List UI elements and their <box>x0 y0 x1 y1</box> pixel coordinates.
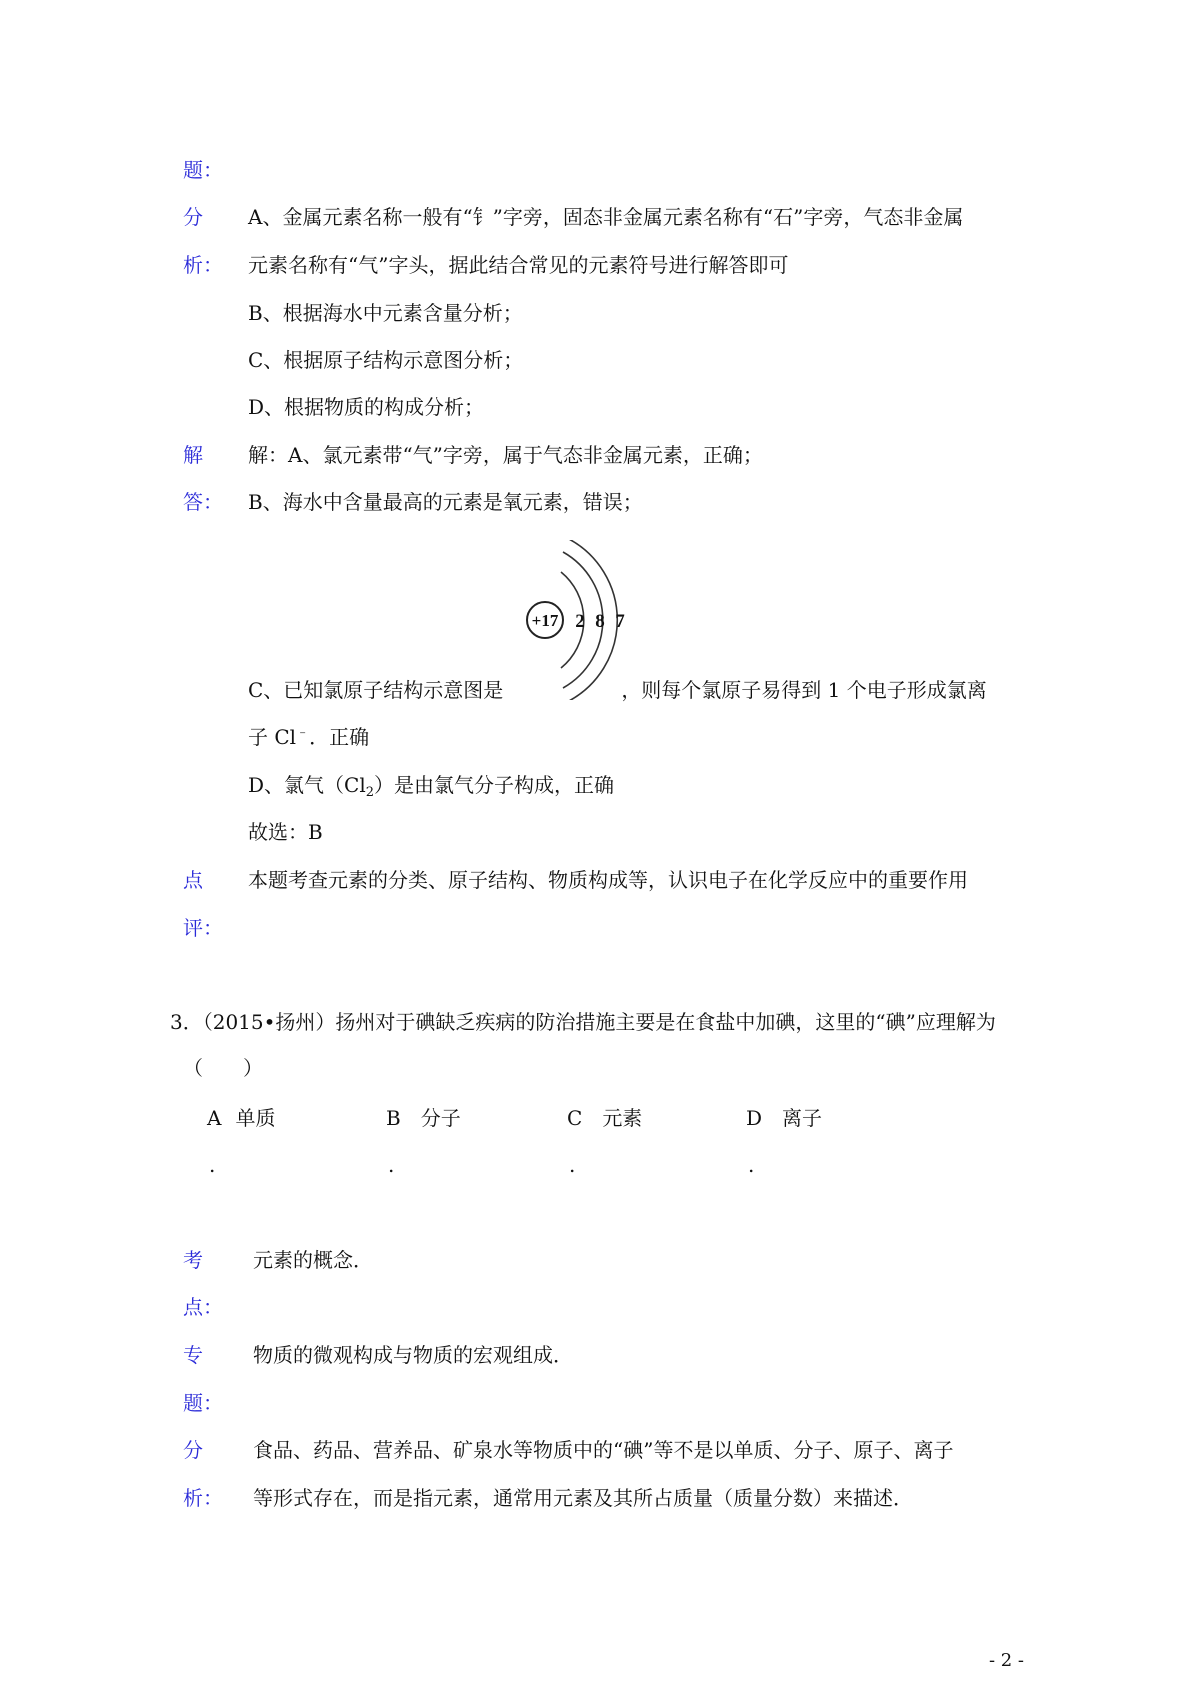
option-d-dot: . <box>748 1153 755 1177</box>
label-q3-fenxi-1: 分 <box>183 1438 203 1462</box>
label-zhuanti-2: 题： <box>183 1391 223 1415</box>
label-dianping-1: 点 <box>183 868 203 892</box>
answer-line-3-pre: C、已知氯原子结构示意图是 <box>248 678 504 702</box>
comment-text: 本题考查元素的分类、原子结构、物质构成等，认识电子在化学反应中的重要作用 <box>248 868 968 892</box>
answer-line-4-post: ．正确 <box>309 725 370 749</box>
answer-line-1: 解：A、氯元素带“气”字旁，属于气态非金属元素，正确； <box>248 443 763 467</box>
label-zhuanti-1: 专 <box>183 1343 203 1367</box>
option-c[interactable] <box>567 1108 642 1128</box>
cl2-subscript: 2 <box>365 785 375 800</box>
zhuanti-text: 物质的微观构成与物质的宏观组成． <box>253 1343 573 1367</box>
q3-analysis-line-1: 食品、药品、营养品、矿泉水等物质中的“碘”等不是以单质、分子、原子、离子 <box>253 1438 954 1462</box>
label-kaodian-2: 点： <box>183 1295 223 1319</box>
option-d-text: 离子 <box>782 1106 823 1130</box>
answer-line-5-pre: D、氯气（Cl <box>248 773 366 797</box>
answer-line-5-post: ）是由氯气分子构成，正确 <box>374 773 615 797</box>
q3-stem-line-2: （ ） <box>183 1056 263 1080</box>
option-c-letter: C <box>567 1106 583 1130</box>
label-jieda-2: 答： <box>183 490 223 514</box>
label-fenxi-1: 分 <box>183 205 203 229</box>
option-a-dot: . <box>209 1153 216 1177</box>
page-number: - 2 - <box>988 1650 1024 1671</box>
label-dianping-2: 评： <box>183 916 223 940</box>
option-b-letter: B <box>386 1106 401 1130</box>
answer-line-5 <box>248 773 615 800</box>
shell-count-1: 2 <box>575 611 585 632</box>
shell-count-3: 7 <box>615 611 625 632</box>
chloride-charge-superscript: ﹣ <box>296 725 310 740</box>
q3-stem-line-1: 3．（2015•扬州）扬州对于碘缺乏疾病的防治措施主要是在食盐中加碘，这里的“碘”应理解为 <box>170 1010 996 1034</box>
option-c-dot: . <box>569 1153 576 1177</box>
analysis-line-2: 元素名称有“气”字头，据此结合常见的元素符号进行解答即可 <box>248 253 789 277</box>
option-c-text: 元素 <box>602 1106 643 1130</box>
option-b[interactable] <box>386 1108 461 1128</box>
option-b-text: 分子 <box>420 1106 461 1130</box>
option-d-letter: D <box>746 1106 763 1130</box>
analysis-line-4: C、根据原子结构示意图分析； <box>248 348 524 372</box>
shell-count-2: 8 <box>595 611 605 632</box>
kaodian-text: 元素的概念． <box>253 1248 373 1272</box>
label-q3-fenxi-2: 析： <box>183 1486 223 1510</box>
answer-line-2: B、海水中含量最高的元素是氧元素，错误； <box>248 490 643 514</box>
option-b-dot: . <box>388 1153 395 1177</box>
q3-analysis-line-2: 等形式存在，而是指元素，通常用元素及其所占质量（质量分数）来描述． <box>253 1486 913 1510</box>
answer-line-3-post: ，则每个氯原子易得到 1 个电子形成氯离 <box>621 678 987 702</box>
option-d[interactable] <box>746 1108 822 1128</box>
answer-line-6: 故选：B <box>248 820 323 844</box>
analysis-line-3: B、根据海水中元素含量分析； <box>248 301 523 325</box>
option-a-text: 单质 <box>235 1106 276 1130</box>
nucleus-charge-label: +17 <box>531 611 559 630</box>
analysis-line-1: A、金属元素名称一般有“钅”字旁，固态非金属元素名称有“石”字旁，气态非金属 <box>248 205 964 229</box>
label-zhuanti-tail: 题： <box>183 158 223 182</box>
label-fenxi-2: 析： <box>183 253 223 277</box>
answer-line-4 <box>248 727 369 747</box>
analysis-line-5: D、根据物质的构成分析； <box>248 395 485 419</box>
label-kaodian-1: 考 <box>183 1248 203 1272</box>
answer-line-4-pre: 子 Cl <box>248 725 297 749</box>
answer-line-3 <box>248 680 987 700</box>
chlorine-atom-structure-diagram <box>525 540 635 700</box>
option-a[interactable] <box>207 1108 275 1128</box>
option-a-letter: A <box>207 1106 222 1130</box>
label-jieda-1: 解 <box>183 443 203 467</box>
